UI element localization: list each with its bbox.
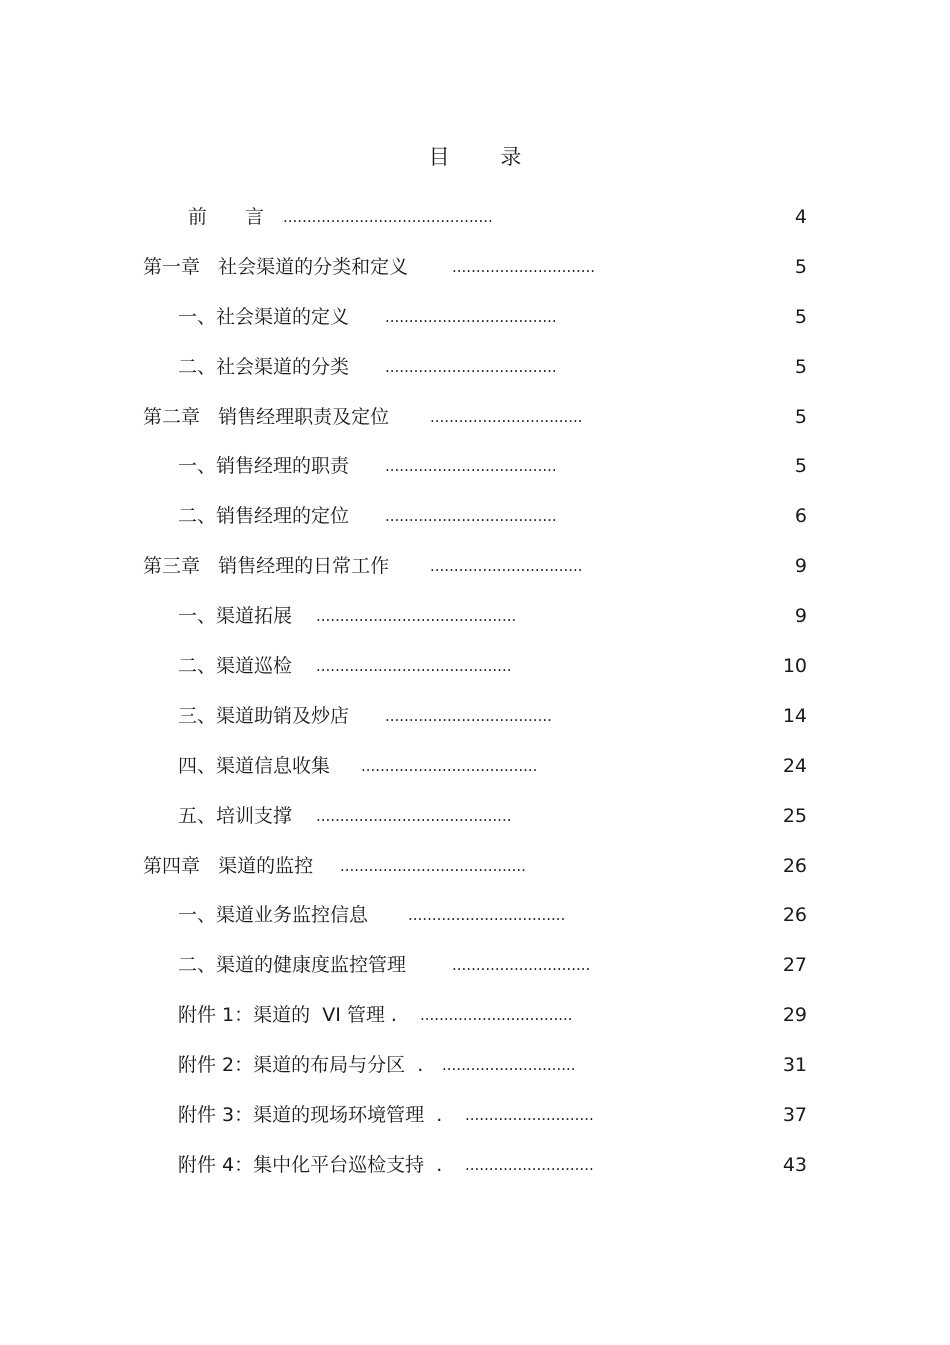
toc-entry[interactable] [0, 1146, 950, 1196]
toc-page-number: 4 [794, 206, 807, 228]
toc-dot-leader: .................................... [385, 507, 557, 526]
toc-dot-leader: ................................ [420, 1006, 573, 1025]
toc-dot-leader: ........................... [465, 1155, 594, 1174]
toc-entry[interactable] [0, 1096, 950, 1146]
toc-page-number: 29 [782, 1004, 807, 1027]
toc-dot-leader: .................................... [385, 357, 557, 376]
toc-page-number: 5 [794, 355, 807, 378]
toc-title-char: 目 [428, 145, 450, 169]
toc-entry-label: 附件 4：集中化平台巡检支持 . [178, 1153, 443, 1176]
toc-entry[interactable] [0, 747, 950, 797]
toc-entry-label: 五、培训支撑 [178, 804, 293, 827]
toc-entry-label: 附件 3：渠道的现场环境管理 . [178, 1104, 443, 1127]
toc-entry[interactable] [0, 797, 950, 847]
toc-entry[interactable] [0, 497, 950, 547]
toc-page-number: 5 [794, 455, 807, 478]
toc-dot-leader: ............................ [442, 1056, 576, 1075]
toc-page-number: 5 [794, 305, 807, 328]
toc-entry[interactable] [0, 597, 950, 647]
toc-dot-leader: ......................................... [316, 806, 512, 825]
toc-page-number: 6 [794, 505, 807, 528]
toc-entry-label: 第二章 销售经理职责及定位 [143, 405, 390, 428]
toc-dot-leader: .......................................... [316, 607, 517, 626]
toc-page-number: 37 [782, 1104, 807, 1127]
toc-entry[interactable] [0, 398, 950, 448]
toc-dot-leader: .............................. [452, 257, 596, 276]
toc-entry-label: 三、渠道助销及炒店 [178, 704, 350, 727]
toc-entry-label: 一、渠道业务监控信息 [178, 904, 369, 927]
toc-title [0, 141, 950, 171]
toc-entry[interactable] [0, 996, 950, 1046]
toc-page-number: 9 [794, 555, 807, 578]
toc-dot-leader: ........................... [465, 1106, 594, 1125]
toc-dot-leader: ................................... [385, 706, 552, 725]
toc-dot-leader: .................................... [385, 307, 557, 326]
toc-entry-label: 前 言 [188, 206, 265, 228]
toc-entry-label: 一、销售经理的职责 [178, 455, 350, 478]
toc-entry-label: 四、渠道信息收集 [178, 754, 331, 777]
toc-dot-leader: ..................................... [361, 756, 538, 775]
toc-page-number: 43 [782, 1153, 807, 1176]
toc-entry-label: 第三章 销售经理的日常工作 [143, 555, 390, 578]
toc-entry[interactable] [0, 847, 950, 897]
toc-entry[interactable] [0, 298, 950, 348]
toc-entry-label: 二、渠道的健康度监控管理 [178, 954, 407, 977]
toc-entry[interactable] [0, 647, 950, 697]
toc-page-number: 10 [782, 655, 807, 678]
toc-page-number: 25 [782, 804, 807, 827]
toc-entry-label: 二、渠道巡检 [178, 655, 293, 678]
toc-entry[interactable] [0, 198, 950, 248]
toc-entry[interactable] [0, 348, 950, 398]
toc-entry-label: 第四章 渠道的监控 [143, 854, 314, 877]
toc-entry[interactable] [0, 547, 950, 597]
toc-page-number: 31 [782, 1054, 807, 1077]
toc-entry[interactable] [0, 1046, 950, 1096]
toc-entry-label: 附件 2：渠道的布局与分区 . [178, 1054, 424, 1077]
toc-entry-label: 第一章 社会渠道的分类和定义 [143, 255, 409, 278]
toc-dot-leader: ................................. [408, 906, 566, 925]
toc-entry-label: 一、社会渠道的定义 [178, 305, 350, 328]
toc-entry-label: 附件 1：渠道的 VI 管理 . [178, 1004, 397, 1027]
toc-dot-leader: ................................ [430, 557, 583, 576]
toc-dot-leader: ................................ [430, 407, 583, 426]
toc-entry[interactable] [0, 896, 950, 946]
toc-title-char: 录 [500, 145, 522, 169]
toc-entry-label: 一、渠道拓展 [178, 605, 293, 628]
toc-entry[interactable] [0, 946, 950, 996]
toc-dot-leader: ............................. [452, 956, 591, 975]
toc-page-number: 5 [794, 405, 807, 428]
toc-page-number: 26 [782, 904, 807, 927]
toc-page-number: 27 [782, 954, 807, 977]
toc-page-number: 5 [794, 255, 807, 278]
toc-page-number: 9 [794, 605, 807, 628]
toc-page-number: 14 [782, 704, 807, 727]
toc-dot-leader: ....................................... [340, 856, 526, 875]
toc-page-number: 24 [782, 754, 807, 777]
toc-dot-leader: ............................................ [283, 208, 493, 226]
toc-page-number: 26 [782, 854, 807, 877]
toc-entry-label: 二、销售经理的定位 [178, 505, 350, 528]
toc-dot-leader: .................................... [385, 457, 557, 476]
toc-dot-leader: ......................................... [316, 657, 512, 676]
toc-entry[interactable] [0, 248, 950, 298]
toc-list [0, 198, 950, 1196]
toc-entry-label: 二、社会渠道的分类 [178, 355, 350, 378]
toc-entry[interactable] [0, 447, 950, 497]
toc-entry[interactable] [0, 697, 950, 747]
